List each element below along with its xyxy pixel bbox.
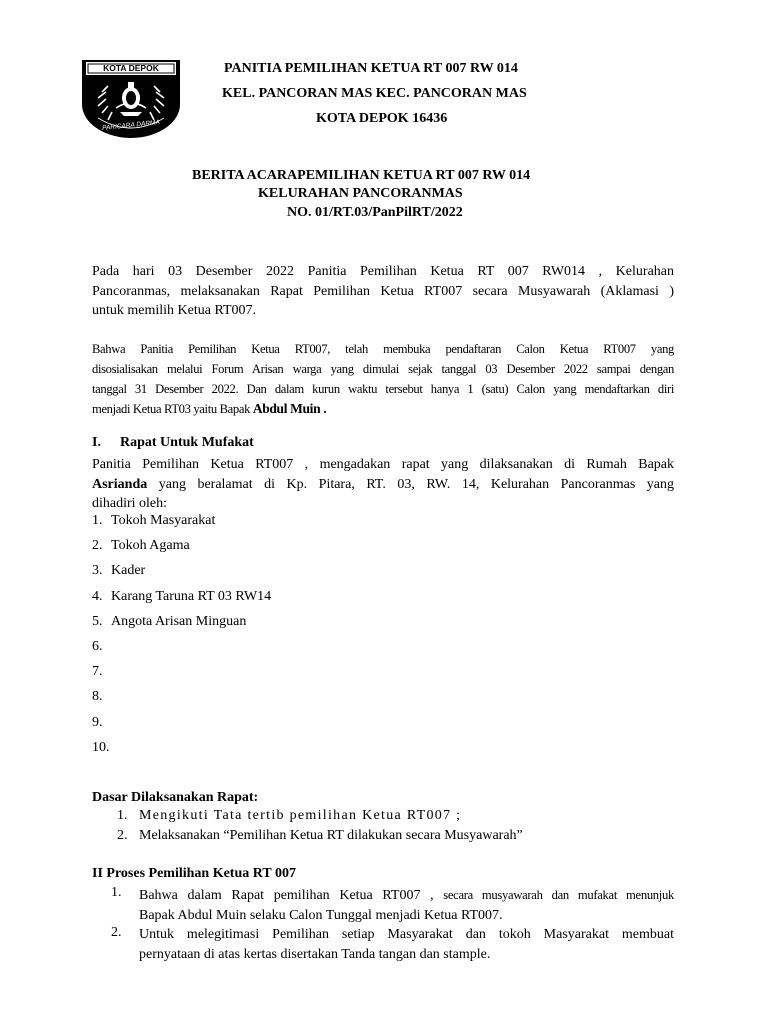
list-item-number: 9. [92,714,103,730]
section-2-item-1 [139,885,674,926]
section-1-paragraph [92,455,674,514]
registration-paragraph [92,340,674,420]
list-item-number: 4. [92,588,103,604]
section-1-number: I. [92,435,101,450]
letterhead-line-1-text: PANITIA PEMILIHAN KETUA RT 007 RW 014 [224,61,518,76]
logo-banner-text: KOTA DEPOK [103,63,159,73]
basis-heading: Dasar Dilaksanakan Rapat: [92,790,259,805]
section-2-item-1-line-1 [139,885,674,906]
list-item [92,664,271,689]
section-2-item-2 [139,925,674,965]
document-number: NO. 01/RT.03/PanPilRT/2022 [287,205,463,220]
registration-line-2: disosialisakan melalui Forum Arisan warga yang dimulai sejak tanggal 03 Desember 2022 sampai dengan [92,361,674,376]
letterhead-line-2: KEL. PANCORAN MAS KEC. PANCORAN MAS [222,86,527,101]
list-item [92,639,271,664]
document-title-line-2: KELURAHAN PANCORANMAS [258,186,463,201]
section-2-heading: II Proses Pemilihan Ketua RT 007 [92,866,296,881]
list-item [92,589,271,614]
list-item-number: 10. [92,739,110,755]
list-item-number: 8. [92,689,103,705]
list-item-number: 5. [92,613,103,629]
list-item-number: 1. [92,513,103,528]
attendee-list [92,513,271,765]
list-item [92,513,271,538]
candidate-name: Abdul Muin . [252,401,327,417]
document-title-line-1: BERITA ACARAPEMILIHAN KETUA RT 007 RW 014 [192,168,531,183]
section-2-item-2-line-1: Untuk melegitimasi Pemilihan setiap Masyarakat dan tokoh Masyarakat membuat [139,927,674,942]
basis-item-1 [117,808,461,824]
section-1-line-1: Panitia Pemilihan Ketua RT007 , mengadakan rapat yang dilaksanakan di Rumah Bapak [92,457,674,472]
list-item-number: 7. [92,664,103,680]
section-2-item-1-number: 1. [111,885,122,900]
list-item-text: Tokoh Masyarakat [111,513,216,528]
list-item [92,563,271,588]
letterhead-line-3: KOTA DEPOK 16436 [316,111,448,126]
intro-line-1: Pada hari 03 Desember 2022 Panitia Pemilihan Ketua RT 007 RW014 , Kelurahan [92,264,674,279]
list-item-text: Kader [111,563,146,579]
list-item-text: Karang Taruna RT 03 RW14 [111,588,272,604]
section-2-item-1-line-1-b: secara musyawarah dan mufakat menunjuk [443,888,675,902]
registration-line-1: Bahwa Panitia Pemilihan Ketua RT007, telah membuka pendaftaran Calon Ketua RT007 yang [92,342,674,356]
list-item-text: Mengikuti Tata tertib pemilihan Ketua RT007 ; [139,808,462,823]
host-name: Asrianda [92,476,148,492]
section-2-item-1-line-1-a: Bahwa dalam Rapat pemilihan Ketua RT007 , [139,888,444,903]
list-item-text: Tokoh Agama [111,538,190,554]
list-item-number: 2. [92,538,103,554]
logo-motto-text: PARICARA DARMA [101,118,161,133]
basis-item-2 [117,828,523,844]
list-item [92,538,271,563]
section-1-heading: Rapat Untuk Mufakat [120,435,254,450]
list-item [92,715,271,740]
list-item-number: 3. [92,563,103,579]
list-item-number: 2. [117,828,128,843]
intro-line-3: untuk memilih Ketua RT007. [92,303,257,318]
kota-depok-logo [80,58,182,140]
registration-line-4-prefix: menjadi Ketua RT03 yaitu Bapak [92,402,253,417]
list-item-text: Melaksanakan “Pemilihan Ketua RT dilakukan secara Musyawarah” [139,828,523,843]
section-1-line-3: dihadiri oleh: [92,496,168,511]
intro-paragraph [92,262,674,321]
section-2-item-2-number: 2. [111,925,122,940]
section-2-item-2-line-2: pernyataan di atas kertas disertakan Tanda tangan dan stample. [139,947,491,962]
list-item-text: Angota Arisan Minguan [111,613,247,629]
section-1-line-2-rest: yang beralamat di Kp. Pitara, RT. 03, RW. 14, Kelurahan Pancoranmas yang [147,476,674,492]
section-1-line-2 [92,475,674,495]
intro-line-2: Pancoranmas, melaksanakan Rapat Pemilihan Ketua RT007 secara Musyawarah (Aklamasi ) [92,283,674,299]
list-item [92,740,271,765]
list-item-number: 6. [92,638,103,654]
registration-line-4 [92,399,674,420]
list-item [92,614,271,639]
registration-line-3: tanggal 31 Desember 2022. Dan dalam kurun waktu tersebut hanya 1 (satu) Calon yang mendaftarkan diri [92,381,674,396]
list-item [92,689,271,714]
list-item-number: 1. [117,808,128,823]
section-2-item-1-line-2: Bapak Abdul Muin selaku Calon Tunggal menjadi Ketua RT007. [139,908,503,923]
